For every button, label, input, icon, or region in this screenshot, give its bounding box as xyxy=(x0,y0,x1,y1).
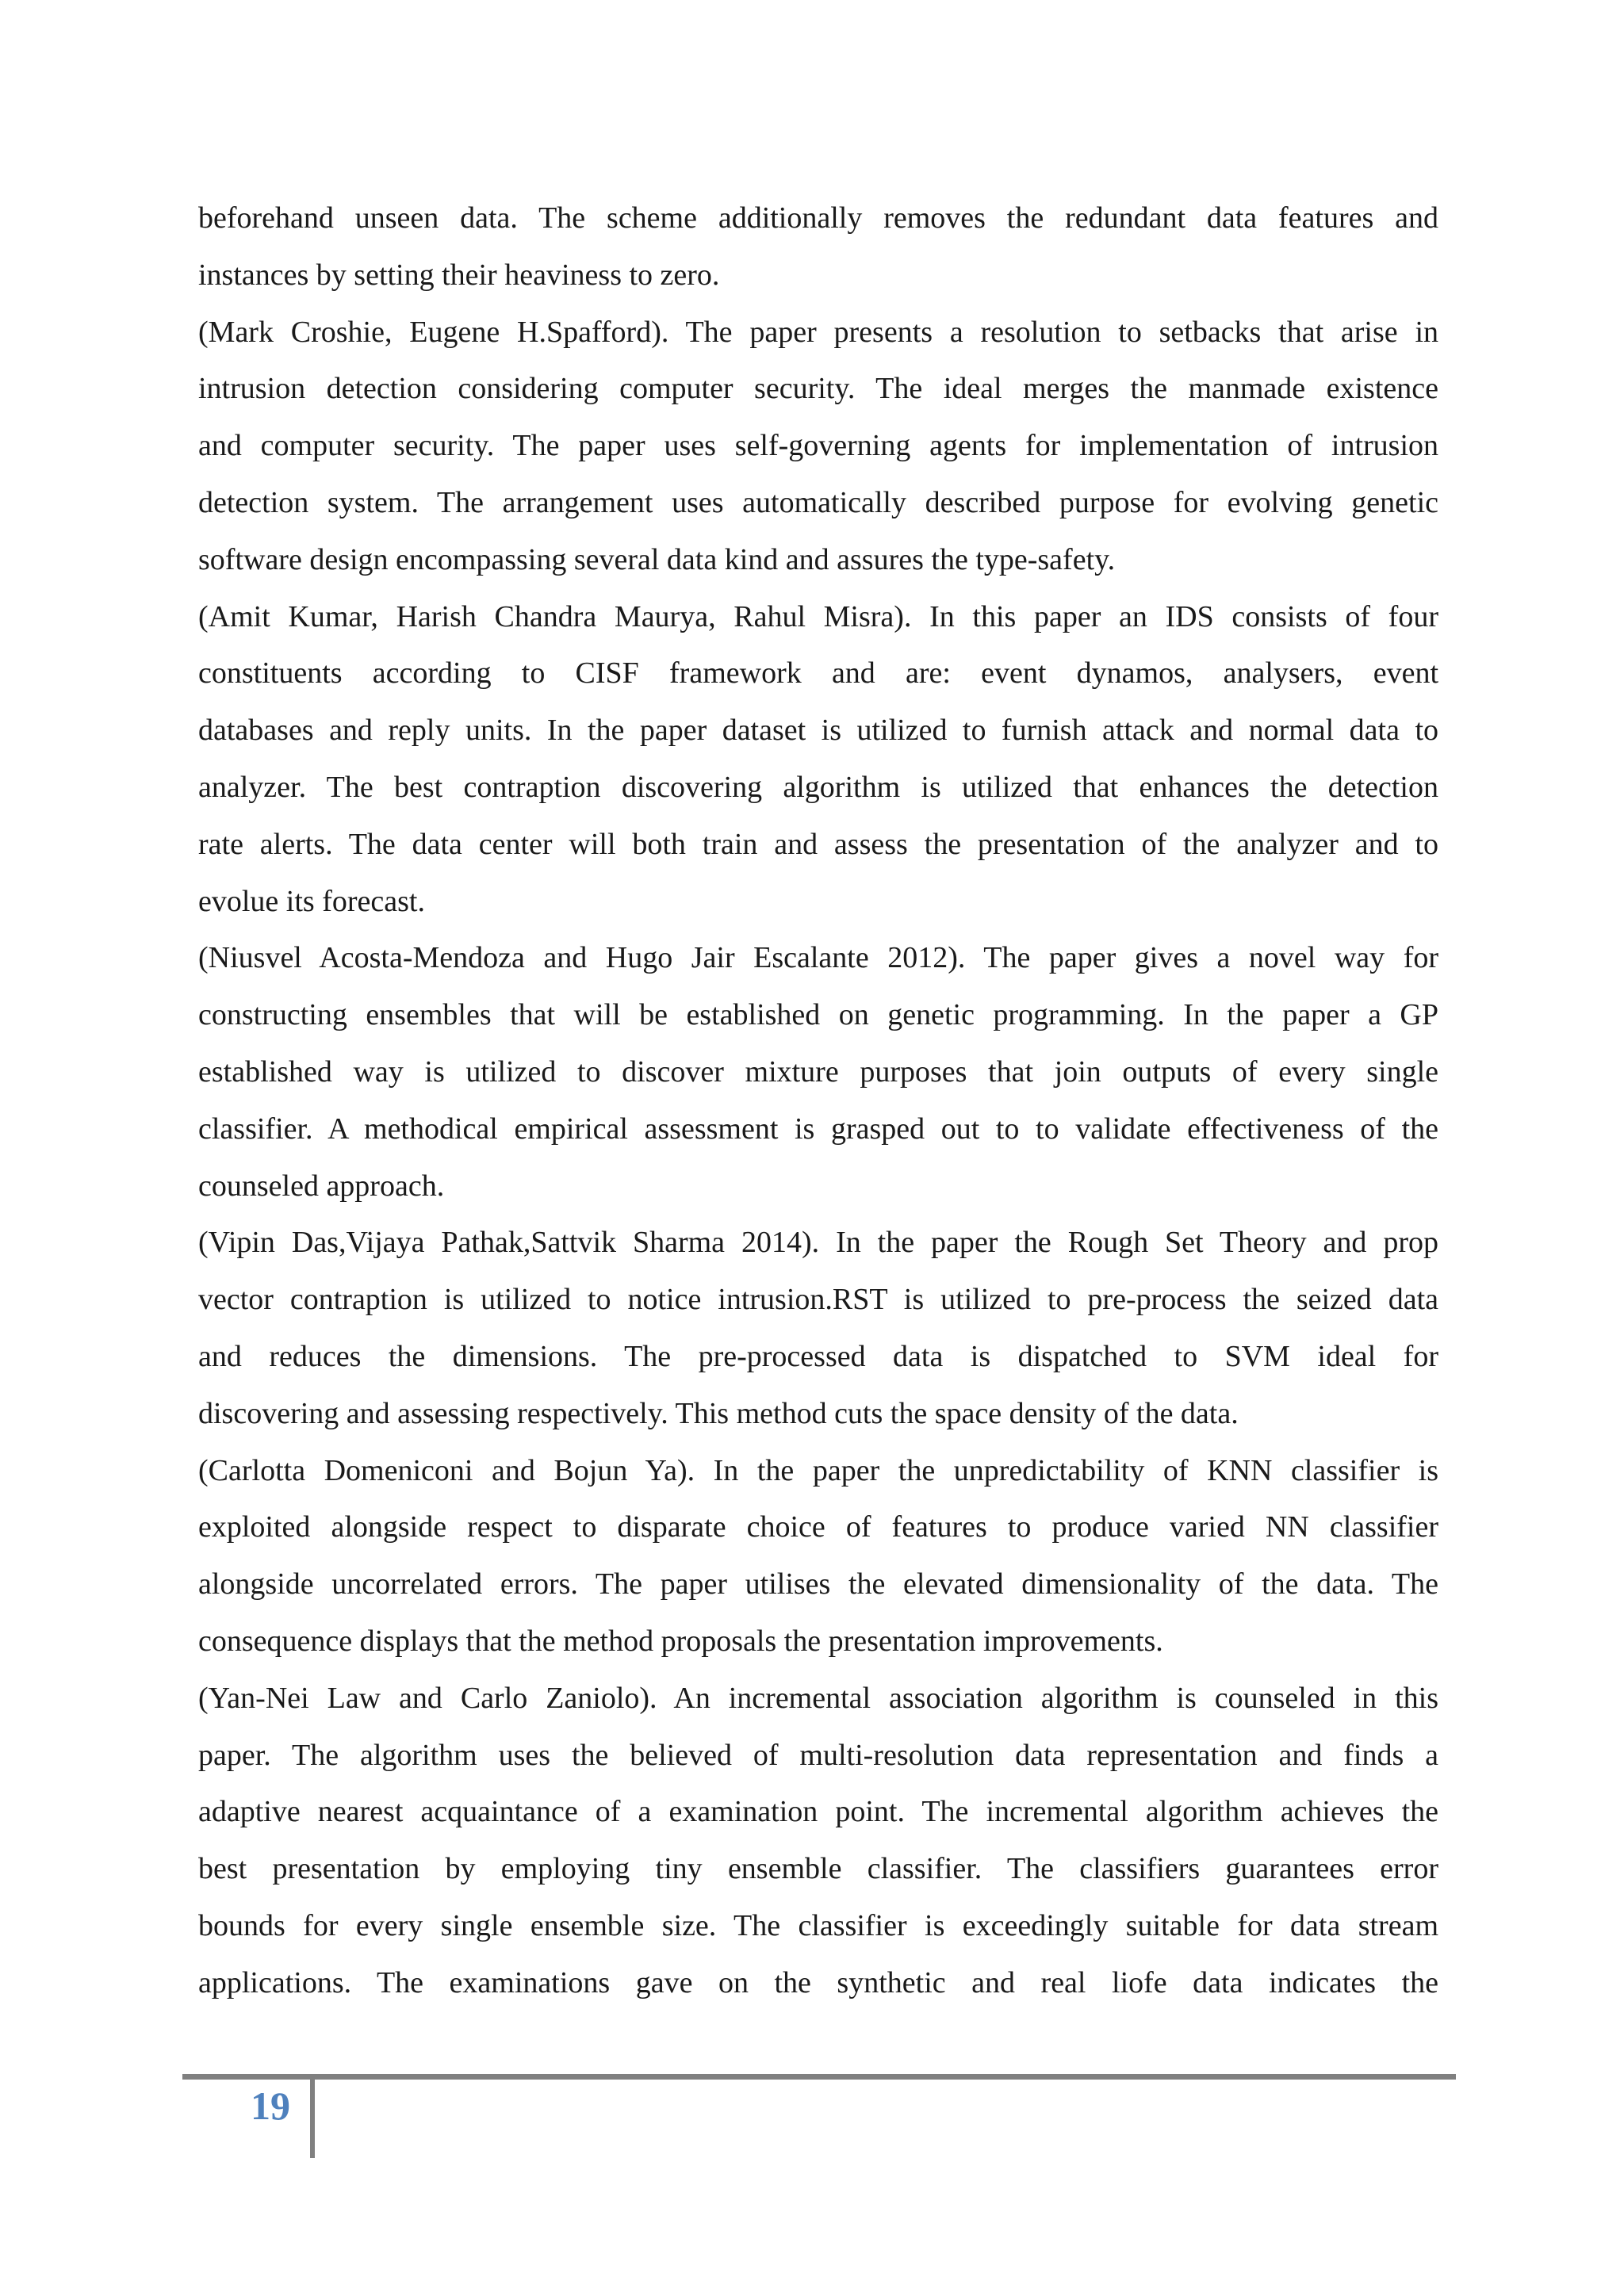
text-line: beforehand unseen data. The scheme additionally removes the redundant data features and xyxy=(198,201,1438,235)
text-line: instances by setting their heaviness to zero. xyxy=(198,258,720,292)
text-line: consequence displays that the method proposals the presentation improvements. xyxy=(198,1624,1163,1658)
text-line: vector contraption is utilized to notice intrusion.RST is utilized to pre-process the seized data xyxy=(198,1283,1438,1317)
text-line: and reduces the dimensions. The pre-processed data is dispatched to SVM ideal for xyxy=(198,1339,1438,1373)
text-line: databases and reply units. In the paper dataset is utilized to furnish attack and normal data to xyxy=(198,714,1438,748)
text-line: (Niusvel Acosta-Mendoza and Hugo Jair Escalante 2012). The paper gives a novel way for xyxy=(198,941,1438,975)
text-line: applications. The examinations gave on the synthetic and real liofe data indicates the xyxy=(198,1965,1438,1999)
text-line: intrusion detection considering computer security. The ideal merges the manmade existence xyxy=(198,372,1438,406)
text-line: alongside uncorrelated errors. The paper utilises the elevated dimensionality of the data. The xyxy=(198,1567,1438,1601)
text-line: (Vipin Das,Vijaya Pathak,Sattvik Sharma 2014). In the paper the Rough Set Theory and prop xyxy=(198,1226,1438,1260)
text-line: counseled approach. xyxy=(198,1169,445,1203)
text-line: discovering and assessing respectively. This method cuts the space density of the data. xyxy=(198,1396,1239,1430)
paragraph xyxy=(198,930,1438,1215)
text-line: adaptive nearest acquaintance of a examination point. The incremental algorithm achieves the xyxy=(198,1795,1438,1829)
paragraph xyxy=(198,1670,1438,2012)
text-line: detection system. The arrangement uses automatically described purpose for evolving genetic xyxy=(198,485,1438,519)
body-text xyxy=(198,190,1438,2012)
text-line: (Yan-Nei Law and Carlo Zaniolo). An incremental association algorithm is counseled in this xyxy=(198,1681,1438,1715)
paragraph xyxy=(198,589,1438,931)
text-line: constituents according to CISF framework and are: event dynamos, analysers, event xyxy=(198,656,1438,691)
text-line: bounds for every single ensemble size. The classifier is exceedingly suitable for data stream xyxy=(198,1908,1438,1942)
paragraph xyxy=(198,304,1438,589)
text-line: established way is utilized to discover mixture purposes that join outputs of every single xyxy=(198,1054,1438,1089)
paragraph xyxy=(198,1215,1438,1442)
text-line: constructing ensembles that will be established on genetic programming. In the paper a GP xyxy=(198,998,1438,1032)
text-line: (Amit Kumar, Harish Chandra Maurya, Rahul Misra). In this paper an IDS consists of four xyxy=(198,599,1438,633)
text-line: classifier. A methodical empirical assessment is grasped out to to validate effectiveness of the xyxy=(198,1112,1438,1146)
footer-divider xyxy=(310,2076,315,2158)
paragraph xyxy=(198,1443,1438,1670)
text-line: paper. The algorithm uses the believed of multi-resolution data representation and finds a xyxy=(198,1738,1438,1772)
text-line: exploited alongside respect to disparate choice of features to produce varied NN classifier xyxy=(198,1510,1438,1544)
text-line: evolue its forecast. xyxy=(198,884,425,918)
text-line: rate alerts. The data center will both train and assess the presentation of the analyzer and to xyxy=(198,827,1438,861)
paragraph xyxy=(198,190,1438,304)
text-line: (Mark Croshie, Eugene H.Spafford). The paper presents a resolution to setbacks that arise in xyxy=(198,315,1438,349)
text-line: best presentation by employing tiny ensemble classifier. The classifiers guarantees error xyxy=(198,1852,1438,1886)
text-line: analyzer. The best contraption discovering algorithm is utilized that enhances the detection xyxy=(198,770,1438,804)
text-line: (Carlotta Domeniconi and Bojun Ya). In the paper the unpredictability of KNN classifier is xyxy=(198,1453,1438,1487)
text-line: software design encompassing several data kind and assures the type-safety. xyxy=(198,542,1116,576)
footer-rule xyxy=(182,2074,1456,2080)
page-number: 19 xyxy=(251,2084,290,2128)
text-line: and computer security. The paper uses self-governing agents for implementation of intrusion xyxy=(198,429,1438,463)
